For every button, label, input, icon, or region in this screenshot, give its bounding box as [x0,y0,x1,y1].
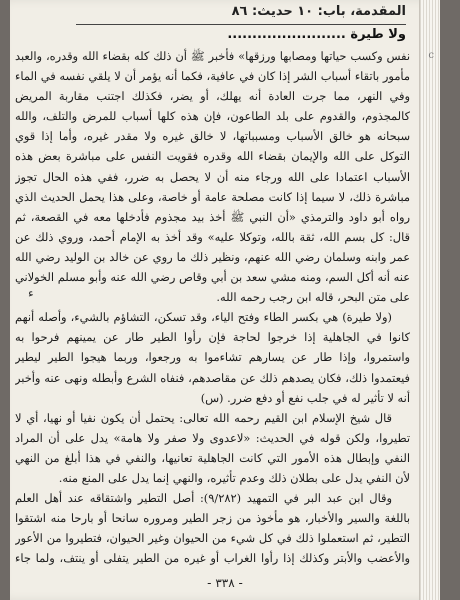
handwritten-margin-note: ء [28,286,34,300]
margin-mark: c [428,50,434,61]
page-number: - ٣٣٨ - [207,576,243,590]
section-title: ولا طيرة ........................ [227,27,406,42]
paragraph-1: نفس وكسب حياتها ومصابها ورزقها» فأخبر ﷺ أن ذلك كله بقضاء الله وقدره، والعبد مأمور باتقاء أسباب الشر إذا كان في عافية، فكما أنه يؤمر أن لا يلقي نفسه في الماء وفي النهر، مما جرت العادة أنه يهلك، أو يضر، فكذلك اجتنب مقاربة المريض كالمجذوم، والقدوم على بلد الطاعون، فإن هذه كلها أسباب للمرض والتلف، والله سبحانه هو خالق الأسباب ومسبباتها، لا خالق غيره ولا مقدر غيره، وأما إذا قوي التوكل على الله والإيمان بقضاء الله وقدره فقويت النفس على مباشرة بعض هذه الأسباب اعتمادا على الله ورجاء منه أن لا يحصل به ضرر، ففي هذه الحال تجوز مباشرة ذلك، لا سيما إذا كانت مصلحة عامة أو خاصة، وعلى هذا يحمل الحديث الذي رواه أبو داود والترمذي «أن النبي ﷺ أخذ بيد مجذوم فأدخلها معه في القصعة، ثم قال: كل بسم الله، ثقة بالله، وتوكلا عليه» وقد أخذ به الإمام أحمد، وروي ذلك عن عمر وابنه وسلمان رضي الله عنهم، ونظير ذلك ما روي عن خالد بن الوليد رضي الله عنه أنه أكل السم، ومنه مشي سعد بن أبي وقاص رضي الله عنه وأبو مسلم الخولاني على متن البحر، قاله ابن رجب رحمه الله. [15,49,410,305]
paragraph-4: وقال ابن عبد البر في التمهيد (٩/٢٨٢): أصل التطير واشتقاقه عند أهل العلم باللغة والسير والأخبار، هو مأخوذ من زجر الطير ومروره سانحا أو بارحا منه اشتقوا التطير، ثم استعملوا ذلك في كل شيء من الحيوان وغير الحيوان، فتطيروا من الأعور والأعضب والأبتر وكذلك إذا رأوا الغراب أو غيره من الطير يتفلى أو ينتف، ولما جاء [15,491,410,566]
paragraph-2: (ولا طيرة) هي بكسر الطاء وفتح الياء، وقد تسكن، التشاؤم بالشيء، وأصله أنهم كانوا في الجاهلية إذا خرجوا لحاجة فإن رأوا الطير طار عن يمينهم فرحوا به واستمروا، وإذا طار عن يسارهم تشاءموا به ورجعوا، وربما هيجوا الطير ليطير فيعتمدوا ذلك، فكان يصدهم ذلك عن مقاصدهم، فنفاه الشرع وأبطله ونهى عنه وأخبر أنه لا تأثير له في جلب نفع أو دفع ضرر. (س) [15,310,410,405]
running-header: المقدمة، باب: ١٠ حديث: ٨٦ [231,4,406,19]
paragraph-3: قال شيخ الإسلام ابن القيم رحمه الله تعالى: يحتمل أن يكون نفيا أو نهيا، أي لا تطيروا، ولكن قوله في الحديث: «لاعدوى ولا صفر ولا هامة» يدل على أن المراد النفي وإبطال هذه الأمور التي كانت الجاهلية تعانيها، والنفي في هذا أبلغ من النهي لأن النفي يدل على بطلان ذلك وعدم تأثيره، والنهي إنما يدل على المنع منه. [15,410,410,485]
body-text [15,46,410,566]
book-page [10,0,440,600]
header-rule [76,24,406,25]
page-edges [419,0,440,600]
